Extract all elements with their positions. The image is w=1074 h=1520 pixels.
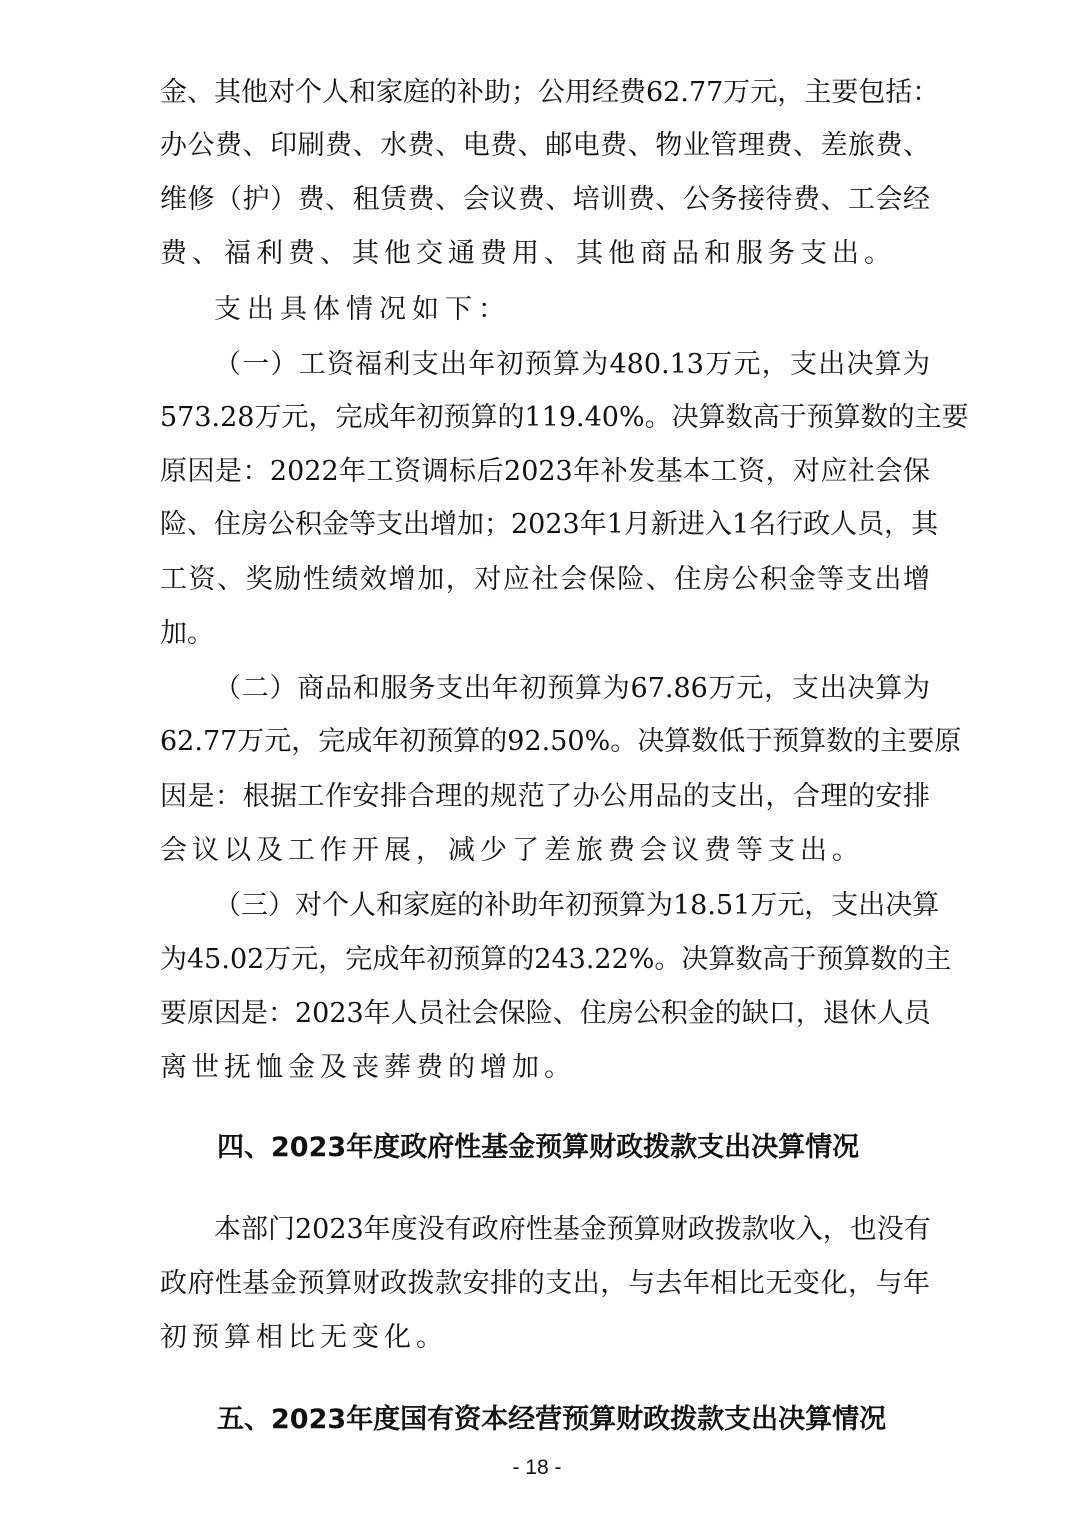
text-line: （一）工资福利支出年初预算为480.13万元，支出决算为 bbox=[214, 349, 930, 380]
section-five-heading: 五、2023年度国有资本经营预算财政拨款支出决算情况 bbox=[217, 1404, 887, 1435]
text-line: 要原因是：2023年人员社会保险、住房公积金的缺口，退休人员 bbox=[160, 998, 931, 1029]
text-line: 工资、奖励性绩效增加，对应社会保险、住房公积金等支出增 bbox=[160, 564, 930, 595]
text-line: 维修（护）费、租赁费、会议费、培训费、公务接待费、工会经 bbox=[160, 184, 930, 215]
text-line: 会议以及工作开展，减少了差旅费会议费等支出。 bbox=[160, 835, 864, 866]
text-line: 因是：根据工作安排合理的规范了办公用品的支出，合理的安排 bbox=[160, 781, 930, 812]
text-line: 为45.02万元，完成年初预算的243.22%。决算数高于预算数的主 bbox=[160, 944, 952, 975]
text-line: 加。 bbox=[160, 618, 214, 649]
text-line: 本部门2023年度没有政府性基金预算财政拨款收入，也没有 bbox=[214, 1214, 931, 1245]
text-line: （三）对个人和家庭的补助年初预算为18.51万元，支出决算 bbox=[214, 890, 940, 921]
text-line: 金、其他对个人和家庭的补助；公用经费62.77万元，主要包括： bbox=[160, 77, 940, 108]
text-line: 原因是：2022年工资调标后2023年补发基本工资，对应社会保 bbox=[160, 456, 930, 487]
text-line: 办公费、印刷费、水费、电费、邮电费、物业管理费、差旅费、 bbox=[160, 130, 930, 161]
text-line: 初预算相比无变化。 bbox=[160, 1322, 448, 1353]
section-four-heading: 四、2023年度政府性基金预算财政拨款支出决算情况 bbox=[217, 1132, 860, 1163]
text-line: （二）商品和服务支出年初预算为67.86万元，支出决算为 bbox=[214, 673, 930, 704]
text-line: 573.28万元，完成年初预算的119.40%。决算数高于预算数的主要 bbox=[160, 402, 969, 433]
text-line: 离世抚恤金及丧葬费的增加。 bbox=[160, 1052, 576, 1083]
text-line: 政府性基金预算财政拨款安排的支出，与去年相比无变化，与年 bbox=[160, 1268, 930, 1299]
text-line: 费、福利费、其他交通费用、其他商品和服务支出。 bbox=[160, 238, 896, 269]
details-intro: 支出具体情况如下： bbox=[214, 294, 511, 325]
text-line: 险、住房公积金等支出增加；2023年1月新进入1名行政人员，其 bbox=[160, 509, 939, 540]
page-number: - 18 - bbox=[512, 1456, 562, 1479]
text-line: 62.77万元，完成年初预算的92.50%。决算数低于预算数的主要原 bbox=[160, 726, 962, 757]
